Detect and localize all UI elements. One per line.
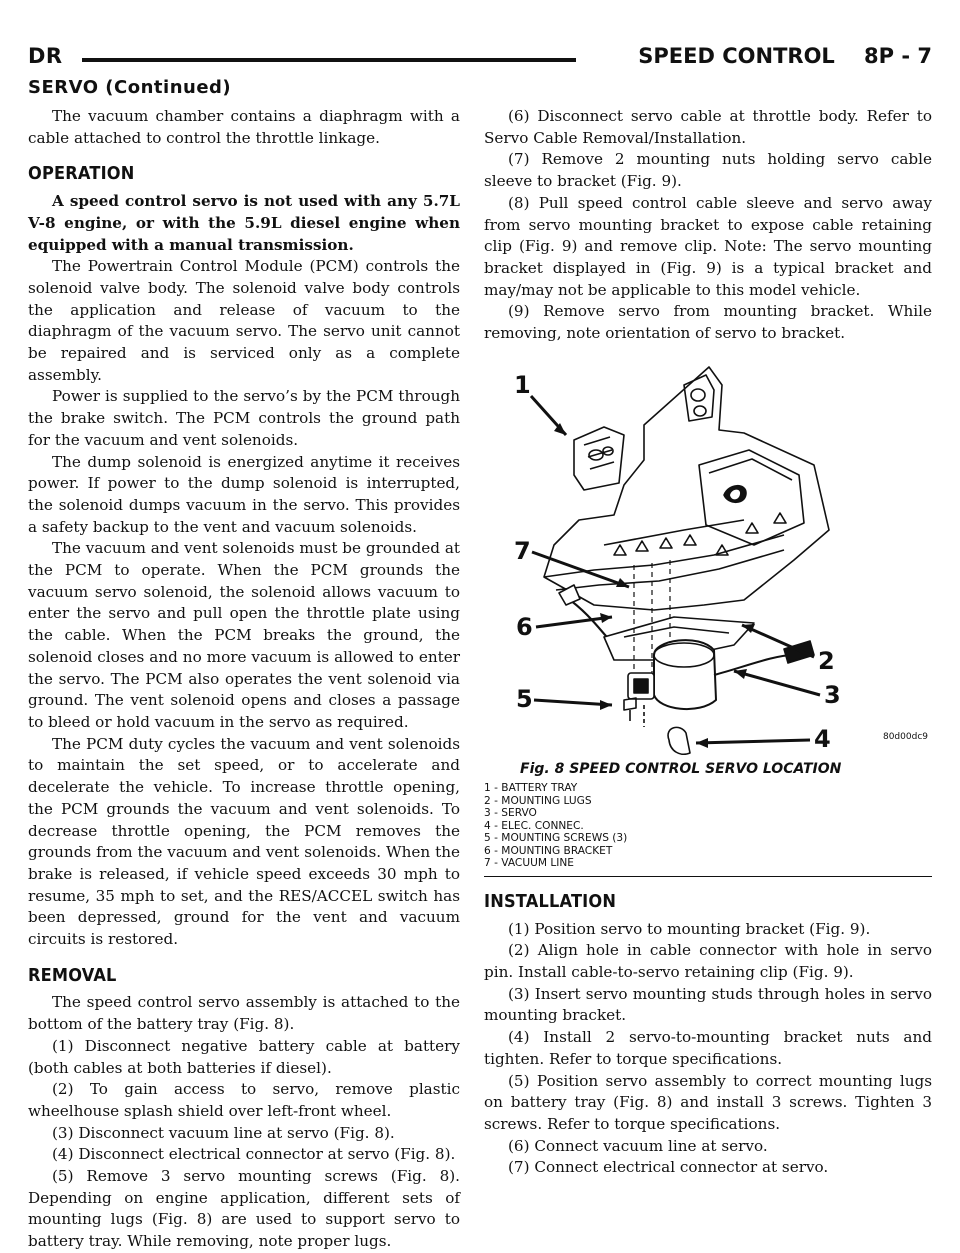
installation-step: (7) Connect electrical connector at servo. <box>508 1158 829 1177</box>
removal-step: (4) Disconnect electrical connector at servo (Fig. 8). <box>52 1145 456 1164</box>
removal-heading: REMOVAL <box>28 964 117 986</box>
operation-note: A speed control servo is not used with any 5.7L V-8 engine, or with the 5.9L diesel engine when equipped with a manual transmission. <box>28 192 460 254</box>
removal-paragraph: The speed control servo assembly is attached to the bottom of the battery tray (Fig. 8). <box>28 993 460 1034</box>
installation-step: (2) Align hole in cable connector with hole in servo pin. Install cable-to-servo retaining clip (Fig. 9). <box>484 941 932 982</box>
legend-item: 5 - MOUNTING SCREWS (3) <box>484 832 628 845</box>
removal-step: (1) Disconnect negative battery cable at battery (both cables at both batteries if diesel). <box>28 1036 460 1077</box>
figure-caption: Fig. 8 SPEED CONTROL SERVO LOCATION <box>520 760 842 777</box>
operation-heading: OPERATION <box>28 163 135 185</box>
legend-item: 3 - SERVO <box>484 807 537 820</box>
figure-divider <box>484 876 932 877</box>
installation-heading: INSTALLATION <box>484 890 617 912</box>
legend-item: 6 - MOUNTING BRACKET <box>484 844 613 857</box>
operation-paragraph: The Powertrain Control Module (PCM) controls the solenoid valve body. The solenoid valve body controls the application and release of vacuum to the diaphragm of the vacuum servo. The servo unit cannot be repaired and is serviced only as a complete assembly. <box>28 257 460 384</box>
callout-4: 4 <box>814 724 831 753</box>
servo-location-illustration <box>484 355 932 755</box>
intro-paragraph: The vacuum chamber contains a diaphragm with a cable attached to control the throttle linkage. <box>28 107 460 147</box>
callout-6: 6 <box>516 612 533 641</box>
installation-step: (1) Position servo to mounting bracket (Fig. 9). <box>508 919 871 938</box>
continued-heading: SERVO (Continued) <box>28 77 232 98</box>
operation-paragraph: Power is supplied to the servo’s by the PCM through the brake switch. The PCM controls the ground path for the vacuum and vent solenoids. <box>28 387 460 449</box>
operation-paragraph: The dump solenoid is energized anytime it receives power. If power to the dump solenoid is interrupted, the solenoid dumps vacuum in the servo. This provides a safety backup to the vent and vacuum solenoids. <box>28 452 460 536</box>
callout-2: 2 <box>818 646 835 675</box>
callout-1: 1 <box>514 370 531 399</box>
installation-step: (4) Install 2 servo-to-mounting bracket nuts and tighten. Refer to torque specifications. <box>484 1028 932 1068</box>
page-header <box>28 44 932 76</box>
operation-paragraph: The PCM duty cycles the vacuum and vent solenoids to maintain the set speed, or to accelerate and decelerate the vehicle. To increase throttle opening, the PCM grounds the vacuum and vent solenoids. To decrease throttle opening, the PCM removes the grounds from the vacuum and vent solenoids. When the brake is released, if vehicle speed exceeds 30 mph to resume, 35 mph to set, and the RES/ACCEL switch has been depressed, ground for the vent and vacuum circuits is restored. <box>28 734 460 949</box>
removal-step: (8) Pull speed control cable sleeve and servo away from servo mounting bracket to expose cable retaining clip (Fig. 9) and remove clip. Note: The servo mounting bracket displayed in (Fig. 9) is a typical bracket and may/may not be applicable to this model vehicle. <box>484 193 932 299</box>
right-column <box>484 106 932 1179</box>
header-rule <box>82 58 576 62</box>
callout-5: 5 <box>516 684 533 713</box>
legend-item: 4 - ELEC. CONNEC. <box>484 819 584 832</box>
servo-diagram <box>484 355 932 755</box>
installation-step: (6) Connect vacuum line at servo. <box>508 1136 768 1155</box>
callout-7: 7 <box>514 536 531 565</box>
legend-item: 7 - VACUUM LINE <box>484 857 574 870</box>
installation-step: (3) Insert servo mounting studs through holes in servo mounting bracket. <box>484 984 932 1025</box>
removal-step: (9) Remove servo from mounting bracket. While removing, note orientation of servo to bracket. <box>484 302 932 343</box>
removal-step: (7) Remove 2 mounting nuts holding servo cable sleeve to bracket (Fig. 9). <box>484 150 932 191</box>
legend-item: 1 - BATTERY TRAY <box>484 782 578 795</box>
left-column <box>28 106 460 1253</box>
removal-step: (5) Remove 3 servo mounting screws (Fig. 8). Depending on engine application, different sets of mounting lugs (Fig. 8) are used to support servo to battery tray. While removing, note proper lugs. <box>28 1167 460 1251</box>
callout-3: 3 <box>824 680 841 709</box>
figure-legend <box>484 782 932 870</box>
removal-step: (6) Disconnect servo cable at throttle body. Refer to Servo Cable Removal/Installation. <box>484 107 932 147</box>
manual-code: DR <box>28 44 63 68</box>
operation-paragraph: The vacuum and vent solenoids must be grounded at the PCM to operate. When the PCM grounds the vacuum servo solenoid, the solenoid allows vacuum to enter the servo and pull open the throttle plate using the cable. When the PCM breaks the ground, the solenoid closes and no more vacuum is allowed to enter the servo. The PCM also operates the vent solenoid via ground. The vent solenoid opens and closes a passage to bleed or hold vacuum in the servo as required. <box>28 539 460 731</box>
removal-step: (3) Disconnect vacuum line at servo (Fig. 8). <box>52 1123 395 1142</box>
figure-code: 80d00dc9 <box>882 732 928 743</box>
legend-item: 2 - MOUNTING LUGS <box>484 794 592 807</box>
removal-step: (2) To gain access to servo, remove plastic wheelhouse splash shield over left-front wheel. <box>28 1080 460 1120</box>
installation-step: (5) Position servo assembly to correct mounting lugs on battery tray (Fig. 8) and install 3 screws. Tighten 3 screws. Refer to torque specifications. <box>484 1071 932 1133</box>
section-title-page-number: SPEED CONTROL 8P - 7 <box>638 44 932 68</box>
